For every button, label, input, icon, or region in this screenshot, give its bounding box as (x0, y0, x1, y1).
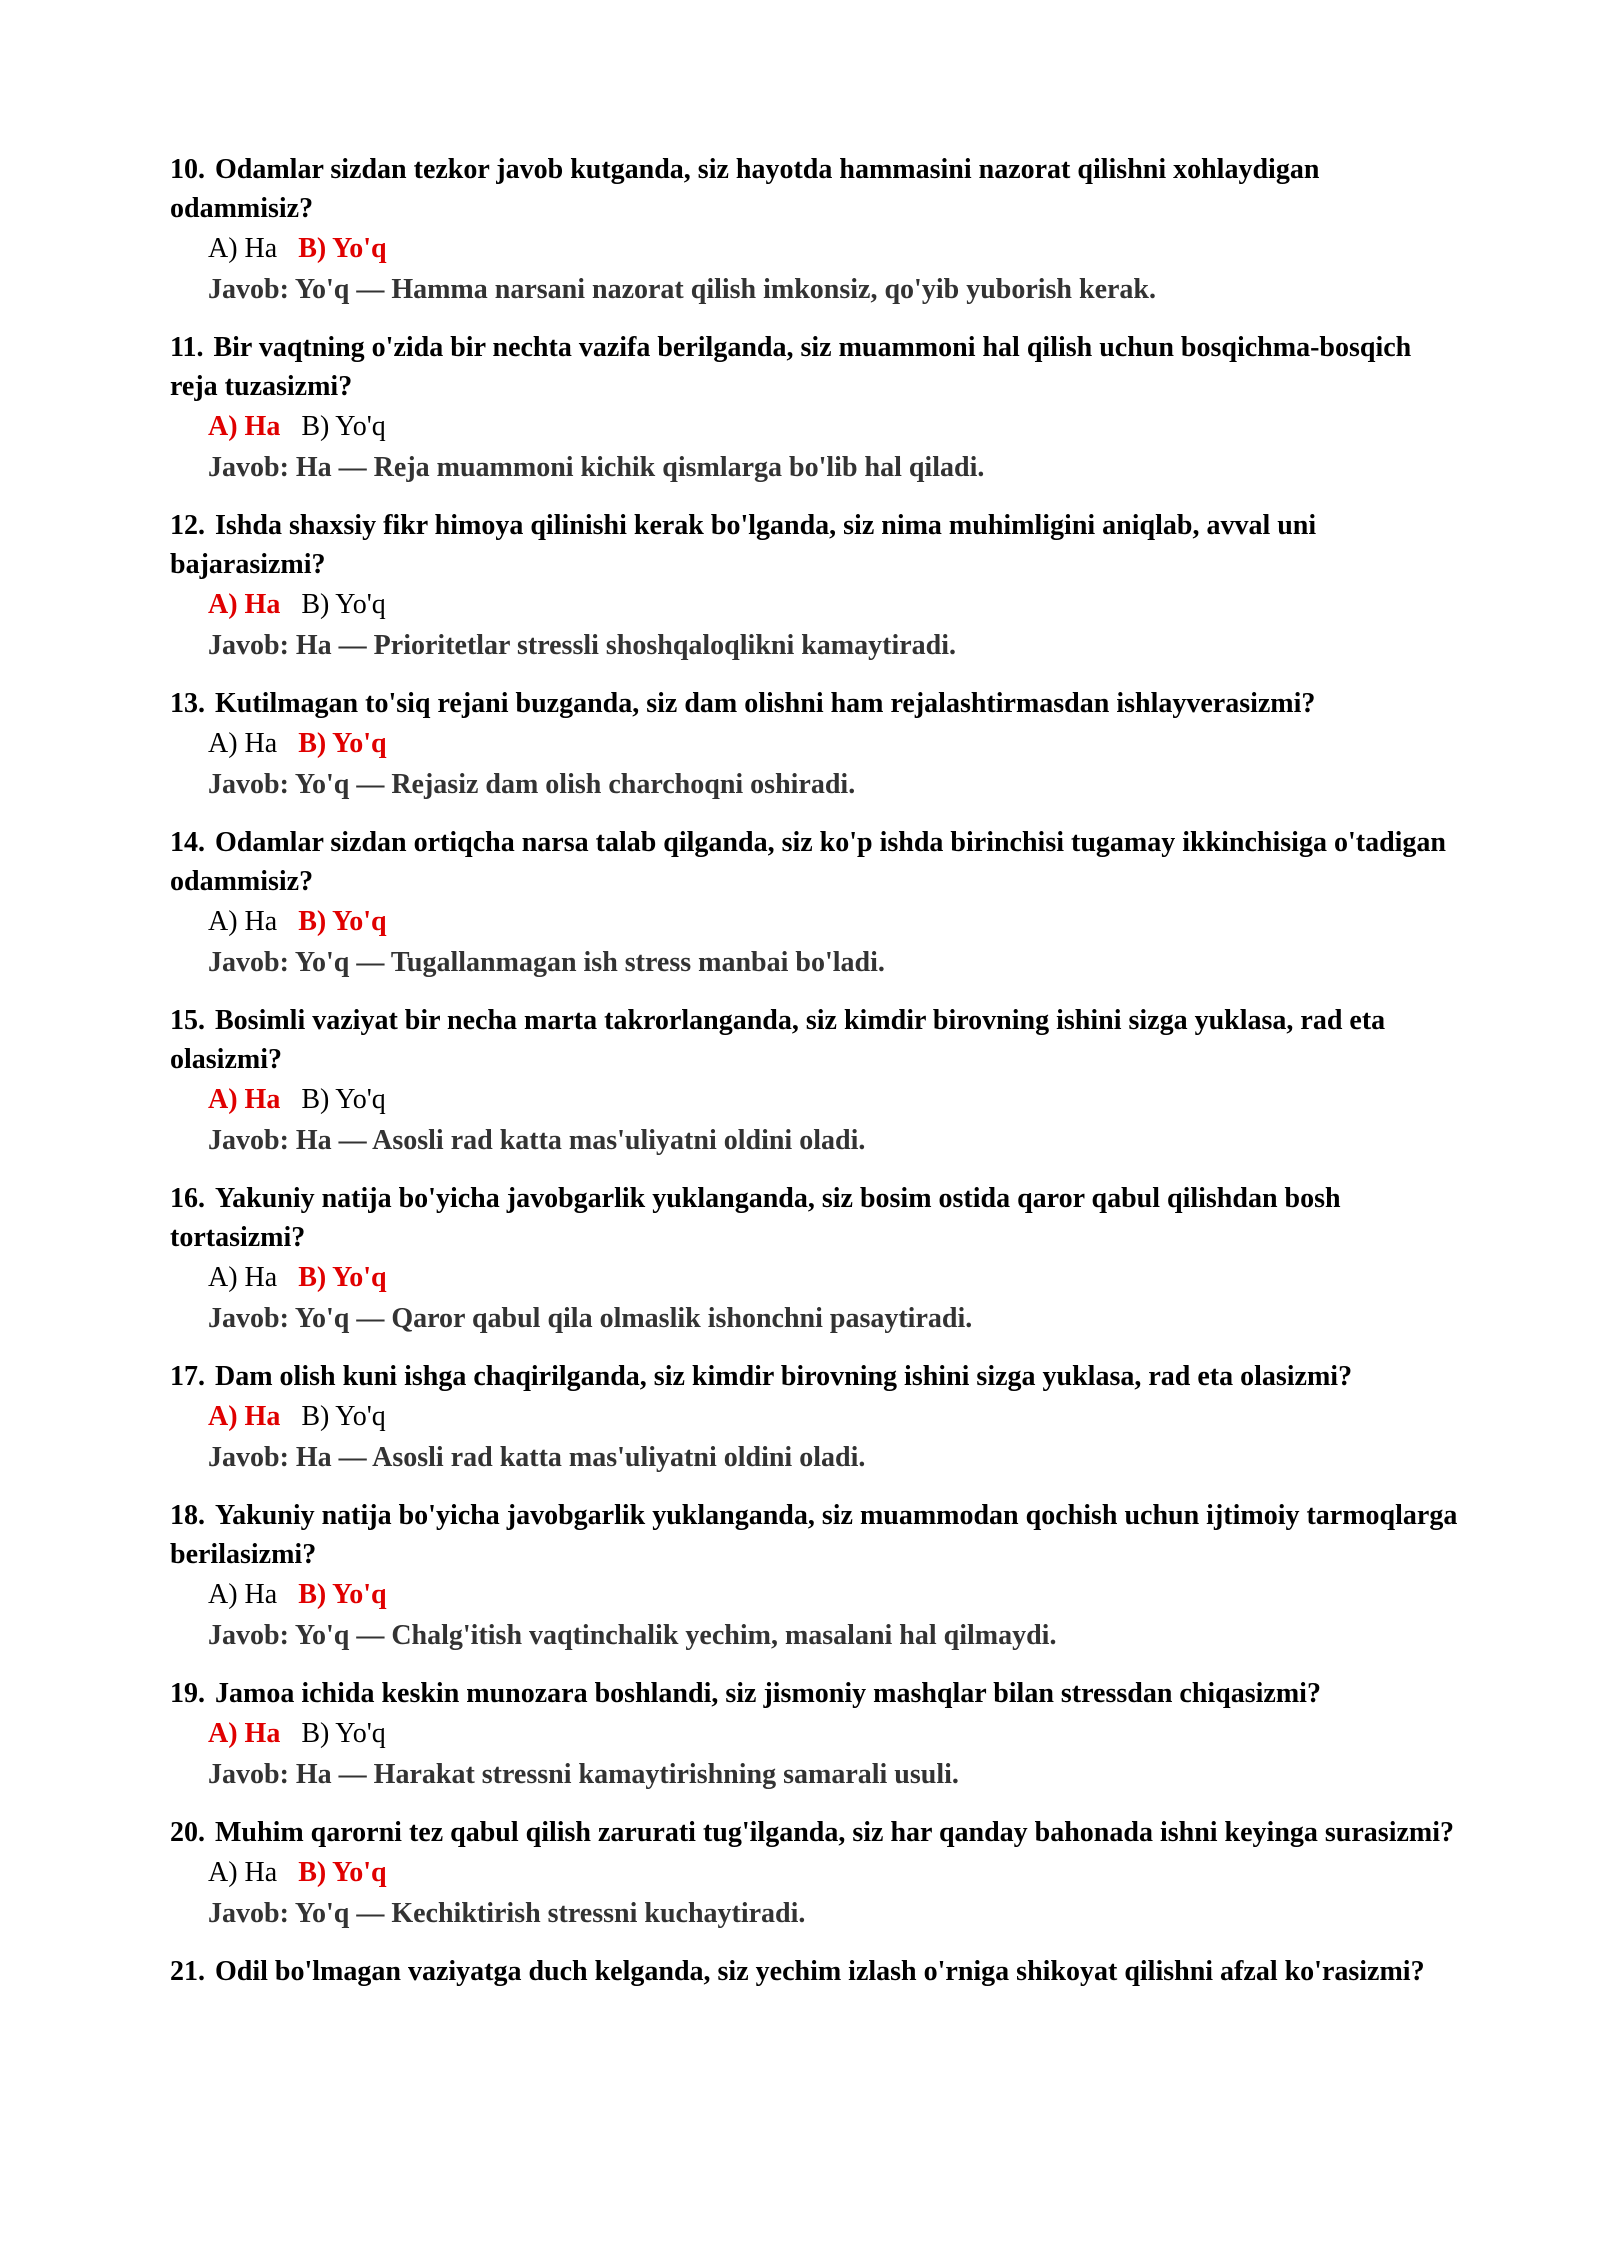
option-b-correct: B) Yo'q (298, 906, 387, 937)
option-a-correct: A) Ha (208, 1401, 281, 1432)
answer-text: Javob: Ha — Reja muammoni kichik qismlarga bo'lib hal qiladi. (208, 452, 985, 483)
quiz-page (170, 150, 1460, 2009)
option-a: A) Ha (208, 1857, 278, 1888)
option-a-correct: A) Ha (208, 1718, 281, 1749)
options-row (208, 584, 1460, 625)
option-a: A) Ha (208, 906, 278, 937)
answer-text: Javob: Yo'q — Chalg'itish vaqtinchalik yechim, masalani hal qilmaydi. (208, 1620, 1057, 1651)
option-a-correct: A) Ha (208, 411, 281, 442)
answer-text: Javob: Yo'q — Qaror qabul qila olmaslik ishonchni pasaytiradi. (208, 1303, 973, 1334)
options-row (208, 1574, 1460, 1615)
option-a: A) Ha (208, 233, 278, 264)
answer-text: Javob: Yo'q — Kechiktirish stressni kuchaytiradi. (208, 1898, 806, 1929)
question-body: Ishda shaxsiy fikr himoya qilinishi kerak bo'lganda, siz nima muhimligini aniqlab, avval uni bajarasizmi? (170, 510, 1317, 580)
question-text (170, 684, 1460, 723)
answer-text: Javob: Yo'q — Tugallanmagan ish stress manbai bo'ladi. (208, 947, 885, 978)
question-number: 12. (170, 510, 205, 541)
question-text (170, 1179, 1460, 1257)
question-block (170, 328, 1460, 488)
answer-text: Javob: Yo'q — Rejasiz dam olish charchoqni oshiradi. (208, 769, 856, 800)
options-row (208, 1396, 1460, 1437)
question-number: 15. (170, 1005, 205, 1036)
question-number: 10. (170, 154, 205, 185)
answer-text: Javob: Ha — Prioritetlar stressli shoshqaloqlikni kamaytiradi. (208, 630, 957, 661)
options-row (208, 901, 1460, 942)
question-number: 20. (170, 1817, 205, 1848)
option-b-correct: B) Yo'q (298, 233, 387, 264)
question-text (170, 1001, 1460, 1079)
option-b-correct: B) Yo'q (298, 728, 387, 759)
question-number: 18. (170, 1500, 205, 1531)
option-b: B) Yo'q (301, 589, 386, 620)
question-text (170, 150, 1460, 228)
option-a: A) Ha (208, 1262, 278, 1293)
question-block (170, 1001, 1460, 1161)
options-row (208, 406, 1460, 447)
question-body: Dam olish kuni ishga chaqirilganda, siz kimdir birovning ishini sizga yuklasa, rad eta olasizmi? (215, 1361, 1353, 1392)
option-b-correct: B) Yo'q (298, 1857, 387, 1888)
question-block (170, 1952, 1460, 1991)
question-number: 19. (170, 1678, 205, 1709)
option-a-correct: A) Ha (208, 1084, 281, 1115)
option-a: A) Ha (208, 728, 278, 759)
options-row (208, 1852, 1460, 1893)
options-row (208, 1079, 1460, 1120)
question-number: 16. (170, 1183, 205, 1214)
question-block (170, 506, 1460, 666)
question-block (170, 150, 1460, 310)
answer-text: Javob: Ha — Harakat stressni kamaytirishning samarali usuli. (208, 1759, 959, 1790)
question-block (170, 1813, 1460, 1934)
question-body: Bosimli vaziyat bir necha marta takrorlanganda, siz kimdir birovning ishini sizga yuklasa, rad eta olasizmi? (170, 1005, 1386, 1075)
answer-text: Javob: Ha — Asosli rad katta mas'uliyatni oldini oladi. (208, 1442, 866, 1473)
question-block (170, 1179, 1460, 1339)
question-number: 14. (170, 827, 205, 858)
question-text (170, 506, 1460, 584)
options-row (208, 723, 1460, 764)
question-text (170, 1674, 1460, 1713)
question-block (170, 1357, 1460, 1478)
question-body: Kutilmagan to'siq rejani buzganda, siz dam olishni ham rejalashtirmasdan ishlayverasizmi? (215, 688, 1316, 719)
question-number: 13. (170, 688, 205, 719)
options-row (208, 228, 1460, 269)
question-block (170, 1674, 1460, 1795)
question-body: Odil bo'lmagan vaziyatga duch kelganda, siz yechim izlash o'rniga shikoyat qilishni afzal ko'rasizmi? (215, 1956, 1425, 1987)
answer-text: Javob: Ha — Asosli rad katta mas'uliyatni oldini oladi. (208, 1125, 866, 1156)
answer-text: Javob: Yo'q — Hamma narsani nazorat qilish imkonsiz, qo'yib yuborish kerak. (208, 274, 1157, 305)
question-text (170, 1952, 1460, 1991)
question-body: Bir vaqtning o'zida bir nechta vazifa berilganda, siz muammoni hal qilish uchun bosqichma-bosqich reja tuzasizmi? (170, 332, 1412, 402)
question-body: Odamlar sizdan tezkor javob kutganda, siz hayotda hammasini nazorat qilishni xohlaydigan odammisiz? (170, 154, 1320, 224)
question-body: Jamoa ichida keskin munozara boshlandi, siz jismoniy mashqlar bilan stressdan chiqasizmi? (215, 1678, 1321, 1709)
question-block (170, 1496, 1460, 1656)
question-text (170, 1357, 1460, 1396)
option-b-correct: B) Yo'q (298, 1262, 387, 1293)
option-b-correct: B) Yo'q (298, 1579, 387, 1610)
option-b: B) Yo'q (301, 1401, 386, 1432)
question-body: Muhim qarorni tez qabul qilish zarurati tug'ilganda, siz har qanday bahonada ishni keyinga surasizmi? (215, 1817, 1454, 1848)
question-text (170, 1813, 1460, 1852)
option-a: A) Ha (208, 1579, 278, 1610)
options-row (208, 1713, 1460, 1754)
question-body: Yakuniy natija bo'yicha javobgarlik yuklanganda, siz muammodan qochish uchun ijtimoiy tarmoqlarga berilasizmi? (170, 1500, 1458, 1570)
question-text (170, 328, 1460, 406)
question-number: 11. (170, 332, 204, 363)
question-number: 17. (170, 1361, 205, 1392)
question-body: Yakuniy natija bo'yicha javobgarlik yuklanganda, siz bosim ostida qaror qabul qilishdan bosh tortasizmi? (170, 1183, 1341, 1253)
question-text (170, 1496, 1460, 1574)
option-b: B) Yo'q (301, 1718, 386, 1749)
question-text (170, 823, 1460, 901)
question-block (170, 684, 1460, 805)
option-a-correct: A) Ha (208, 589, 281, 620)
option-b: B) Yo'q (301, 1084, 386, 1115)
options-row (208, 1257, 1460, 1298)
question-block (170, 823, 1460, 983)
option-b: B) Yo'q (301, 411, 386, 442)
question-body: Odamlar sizdan ortiqcha narsa talab qilganda, siz ko'p ishda birinchisi tugamay ikkinchisiga o'tadigan odammisiz? (170, 827, 1446, 897)
question-number: 21. (170, 1956, 205, 1987)
